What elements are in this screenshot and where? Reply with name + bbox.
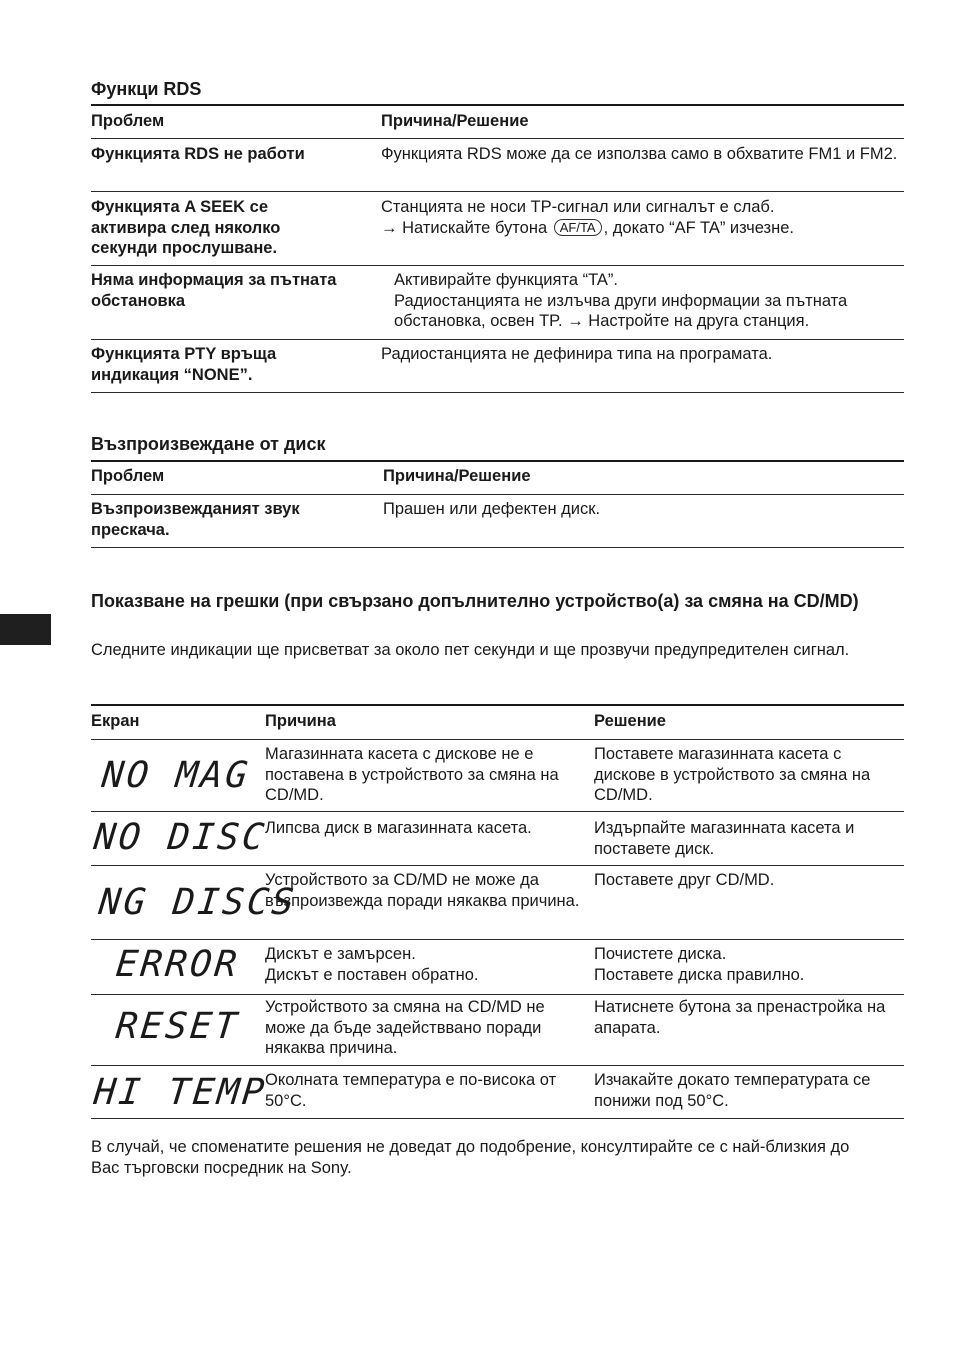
lcd-display: HI TEMP: [91, 1072, 269, 1113]
lcd-display: NO MAG: [99, 755, 253, 796]
divider: [91, 104, 904, 106]
table-cell-cause: Функцията RDS може да се използва само в обхватите FM1 и FM2.: [381, 145, 898, 163]
table-cell-solution: [594, 944, 899, 985]
rds-section-title: Функци RDS: [91, 79, 202, 99]
solution-line: Поставете диска правилно.: [594, 965, 805, 984]
divider: [91, 939, 904, 940]
rds-col-problem: Проблем: [91, 112, 165, 130]
table-cell-problem: Възпроизвежданият звук прескача.: [91, 500, 300, 539]
af-ta-button-glyph: AF/TA: [554, 219, 602, 236]
divider: [91, 339, 904, 340]
footer-note: В случай, че споменатите решения не доведат до подобрение, консултирайте се с най-близкия до Вас търговски посредник на Sony.: [91, 1138, 850, 1177]
divider: [91, 1118, 904, 1119]
table-cell-cause: Радиостанцията не дефинира типа на програмата.: [381, 345, 773, 363]
cause-line: Станцията не носи TP-сигнал или сигналът е слаб.: [381, 198, 775, 216]
divider: [91, 811, 904, 812]
errors-col-cause: Причина: [265, 712, 336, 730]
table-cell-problem: Няма информация за пътната обстановка: [91, 271, 337, 310]
cause-line: Радиостанцията не излъчва други информации за пътната обстановка, освен TP. → Настройте на друга станция.: [394, 291, 848, 330]
divider: [91, 865, 904, 866]
divider: [91, 392, 904, 393]
table-cell-cause: Липсва диск в магазинната касета.: [265, 819, 532, 837]
table-cell-cause: [394, 270, 906, 332]
table-cell-cause: Магазинната касета с дискове не е поставена в устройството за смяна на CD/MD.: [265, 745, 559, 804]
table-cell-solution: Натиснете бутона за пренастройка на апарата.: [594, 998, 886, 1037]
errors-section-title: Показване на грешки (при свързано допълнително устройство(а) за смяна на CD/MD): [91, 591, 859, 611]
divider: [91, 994, 904, 995]
divider: [91, 191, 904, 192]
table-cell-solution: Изчакайте докато температурата се понижи под 50°C.: [594, 1071, 871, 1110]
lcd-display: RESET: [113, 1006, 242, 1047]
table-cell-solution: Издърпайте магазинната касета и поставете диск.: [594, 819, 855, 858]
table-cell-cause: [265, 944, 583, 985]
solution-line: Почистете диска.: [594, 945, 727, 963]
lcd-display: NO DISC: [91, 817, 269, 858]
divider: [91, 494, 904, 495]
cause-text: → Натискайте бутона: [381, 218, 548, 237]
cause-line: Активирайте функцията “TA”.: [394, 271, 619, 289]
divider: [91, 1065, 904, 1066]
divider: [91, 460, 904, 462]
table-cell-solution: Поставете магазинната касета с дискове в устройството за смяна на CD/MD.: [594, 745, 871, 804]
cause-line: Дискът е поставен обратно.: [265, 965, 479, 984]
table-cell-cause: [381, 197, 904, 238]
disc-col-cause: Причина/Решение: [383, 467, 531, 485]
lcd-display: NG DISCS: [96, 882, 299, 923]
divider: [91, 138, 904, 139]
errors-col-solution: Решение: [594, 712, 666, 730]
cause-line: Дискът е замърсен.: [265, 945, 416, 963]
divider: [91, 704, 904, 706]
lcd-display: ERROR: [113, 944, 242, 985]
table-cell-solution: Поставете друг CD/MD.: [594, 871, 775, 889]
divider: [91, 547, 904, 548]
divider: [91, 739, 904, 740]
errors-col-display: Екран: [91, 712, 140, 730]
cause-line: [381, 218, 904, 239]
table-cell-problem: Функцията A SEEK се активира след няколко секунди прослушване.: [91, 198, 281, 257]
table-cell-cause: Устройството за смяна на CD/MD не може да бъде задействвано поради някаква причина.: [265, 998, 545, 1057]
table-cell-cause: Прашен или дефектен диск.: [383, 500, 601, 518]
divider: [91, 265, 904, 266]
errors-intro: Следните индикации ще присветват за около пет секунди и ще прозвучи предупредителен сигнал.: [91, 641, 850, 659]
disc-col-problem: Проблем: [91, 467, 165, 485]
cause-text: , докато “AF TA” изчезне.: [603, 218, 794, 237]
table-cell-cause: Околната температура е по-висока от 50°C.: [265, 1071, 557, 1110]
table-cell-problem: Функцията PTY връща индикация “NONE”.: [91, 345, 277, 384]
table-cell-cause: Устройството за CD/MD не може да възпроизвежда поради някаква причина.: [265, 871, 580, 910]
rds-col-cause: Причина/Решение: [381, 112, 529, 130]
disc-section-title: Възпроизвеждане от диск: [91, 434, 326, 454]
table-cell-problem: Функцията RDS не работи: [91, 145, 305, 163]
section-tab-marker: [0, 614, 51, 645]
